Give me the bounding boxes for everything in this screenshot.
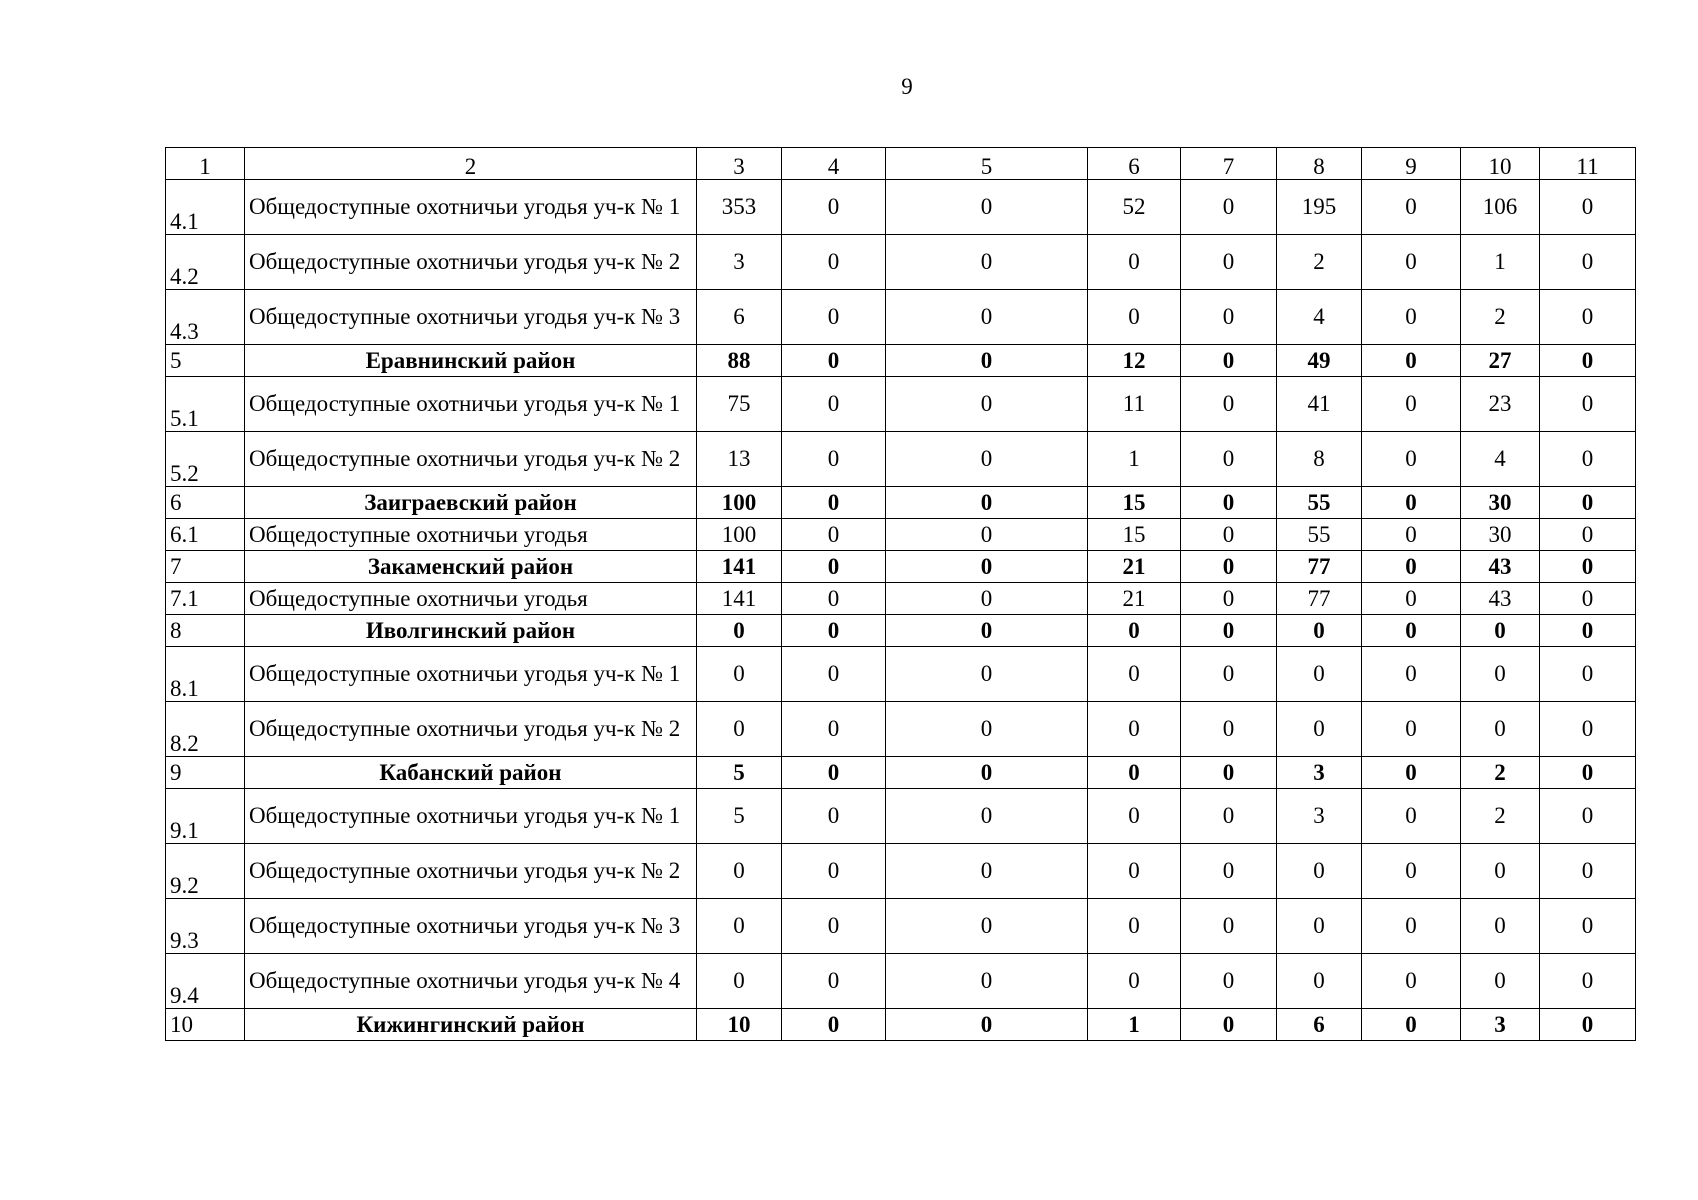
value-cell-col-10: 1	[1461, 235, 1540, 290]
value-cell-col-4: 0	[782, 899, 886, 954]
value-cell-col-8: 0	[1277, 647, 1362, 702]
value-cell-col-10: 2	[1461, 789, 1540, 844]
value-cell-col-5: 0	[886, 757, 1088, 789]
value-cell-col-6: 1	[1088, 1009, 1181, 1041]
value-cell-col-9: 0	[1362, 1009, 1461, 1041]
value-cell-col-8: 55	[1277, 519, 1362, 551]
value-cell-col-11: 0	[1540, 377, 1636, 432]
value-cell-col-4: 0	[782, 757, 886, 789]
value-cell-col-6: 21	[1088, 551, 1181, 583]
value-cell-col-7: 0	[1181, 899, 1277, 954]
value-cell-col-10: 3	[1461, 1009, 1540, 1041]
value-cell-col-5: 0	[886, 647, 1088, 702]
ground-name: Общедоступные охотничьи угодья уч-к № 2	[245, 702, 697, 757]
value-cell-col-9: 0	[1362, 180, 1461, 235]
value-cell-col-3: 141	[697, 583, 782, 615]
value-cell-col-6: 0	[1088, 789, 1181, 844]
ground-name: Общедоступные охотничьи угодья уч-к № 1	[245, 789, 697, 844]
column-number-11: 11	[1540, 148, 1636, 180]
value-cell-col-10: 0	[1461, 615, 1540, 647]
district-row	[166, 551, 1636, 583]
value-cell-col-8: 3	[1277, 757, 1362, 789]
value-cell-col-3: 5	[697, 789, 782, 844]
value-cell-col-6: 11	[1088, 377, 1181, 432]
district-row	[166, 757, 1636, 789]
value-cell-col-10: 0	[1461, 647, 1540, 702]
value-cell-col-3: 10	[697, 1009, 782, 1041]
value-cell-col-8: 4	[1277, 290, 1362, 345]
value-cell-col-6: 12	[1088, 345, 1181, 377]
row-number: 9.1	[166, 789, 245, 844]
value-cell-col-8: 55	[1277, 487, 1362, 519]
value-cell-col-5: 0	[886, 235, 1088, 290]
value-cell-col-6: 52	[1088, 180, 1181, 235]
value-cell-col-5: 0	[886, 702, 1088, 757]
value-cell-col-6: 0	[1088, 647, 1181, 702]
value-cell-col-3: 0	[697, 647, 782, 702]
value-cell-col-3: 3	[697, 235, 782, 290]
value-cell-col-3: 0	[697, 844, 782, 899]
column-number-4: 4	[782, 148, 886, 180]
value-cell-col-8: 0	[1277, 899, 1362, 954]
value-cell-col-10: 23	[1461, 377, 1540, 432]
column-number-10: 10	[1461, 148, 1540, 180]
row-number: 4.1	[166, 180, 245, 235]
value-cell-col-4: 0	[782, 432, 886, 487]
value-cell-col-6: 0	[1088, 954, 1181, 1009]
value-cell-col-10: 30	[1461, 487, 1540, 519]
row-number: 9.2	[166, 844, 245, 899]
district-row	[166, 487, 1636, 519]
value-cell-col-3: 6	[697, 290, 782, 345]
value-cell-col-4: 0	[782, 702, 886, 757]
value-cell-col-6: 0	[1088, 615, 1181, 647]
value-cell-col-9: 0	[1362, 647, 1461, 702]
table-row	[166, 235, 1636, 290]
row-number: 8	[166, 615, 245, 647]
value-cell-col-5: 0	[886, 954, 1088, 1009]
hunting-grounds-table	[165, 147, 1636, 1041]
column-number-1: 1	[166, 148, 245, 180]
district-name: Заиграевский район	[245, 487, 697, 519]
value-cell-col-3: 88	[697, 345, 782, 377]
column-number-7: 7	[1181, 148, 1277, 180]
value-cell-col-9: 0	[1362, 551, 1461, 583]
value-cell-col-7: 0	[1181, 290, 1277, 345]
value-cell-col-7: 0	[1181, 180, 1277, 235]
value-cell-col-11: 0	[1540, 615, 1636, 647]
table-row	[166, 180, 1636, 235]
column-number-row	[166, 148, 1636, 180]
value-cell-col-7: 0	[1181, 647, 1277, 702]
value-cell-col-4: 0	[782, 290, 886, 345]
value-cell-col-11: 0	[1540, 899, 1636, 954]
ground-name: Общедоступные охотничьи угодья уч-к № 4	[245, 954, 697, 1009]
row-number: 8.2	[166, 702, 245, 757]
district-name: Иволгинский район	[245, 615, 697, 647]
value-cell-col-6: 21	[1088, 583, 1181, 615]
value-cell-col-11: 0	[1540, 583, 1636, 615]
ground-name: Общедоступные охотничьи угодья уч-к № 3	[245, 899, 697, 954]
value-cell-col-11: 0	[1540, 702, 1636, 757]
value-cell-col-11: 0	[1540, 519, 1636, 551]
table-row	[166, 377, 1636, 432]
value-cell-col-9: 0	[1362, 954, 1461, 1009]
district-name: Еравнинский район	[245, 345, 697, 377]
district-name: Закаменский район	[245, 551, 697, 583]
value-cell-col-11: 0	[1540, 235, 1636, 290]
value-cell-col-3: 0	[697, 954, 782, 1009]
value-cell-col-8: 77	[1277, 551, 1362, 583]
ground-name: Общедоступные охотничьи угодья уч-к № 1	[245, 377, 697, 432]
value-cell-col-9: 0	[1362, 615, 1461, 647]
value-cell-col-11: 0	[1540, 647, 1636, 702]
value-cell-col-9: 0	[1362, 899, 1461, 954]
ground-name: Общедоступные охотничьи угодья уч-к № 2	[245, 432, 697, 487]
row-number: 7	[166, 551, 245, 583]
row-number: 9.3	[166, 899, 245, 954]
value-cell-col-3: 13	[697, 432, 782, 487]
value-cell-col-5: 0	[886, 345, 1088, 377]
value-cell-col-11: 0	[1540, 1009, 1636, 1041]
value-cell-col-5: 0	[886, 551, 1088, 583]
value-cell-col-4: 0	[782, 519, 886, 551]
ground-name: Общедоступные охотничьи угодья уч-к № 3	[245, 290, 697, 345]
value-cell-col-10: 2	[1461, 757, 1540, 789]
value-cell-col-11: 0	[1540, 954, 1636, 1009]
value-cell-col-4: 0	[782, 487, 886, 519]
value-cell-col-10: 0	[1461, 702, 1540, 757]
value-cell-col-7: 0	[1181, 789, 1277, 844]
value-cell-col-5: 0	[886, 377, 1088, 432]
value-cell-col-4: 0	[782, 551, 886, 583]
column-number-3: 3	[697, 148, 782, 180]
value-cell-col-7: 0	[1181, 551, 1277, 583]
value-cell-col-5: 0	[886, 1009, 1088, 1041]
row-number: 7.1	[166, 583, 245, 615]
value-cell-col-7: 0	[1181, 844, 1277, 899]
column-number-2: 2	[245, 148, 697, 180]
ground-name: Общедоступные охотничьи угодья	[245, 519, 697, 551]
value-cell-col-4: 0	[782, 789, 886, 844]
row-number: 5	[166, 345, 245, 377]
page-number: 9	[901, 74, 913, 99]
table-row	[166, 954, 1636, 1009]
value-cell-col-7: 0	[1181, 954, 1277, 1009]
value-cell-col-6: 15	[1088, 519, 1181, 551]
value-cell-col-7: 0	[1181, 377, 1277, 432]
value-cell-col-8: 0	[1277, 615, 1362, 647]
value-cell-col-3: 141	[697, 551, 782, 583]
table-body	[166, 148, 1636, 1041]
value-cell-col-5: 0	[886, 519, 1088, 551]
value-cell-col-4: 0	[782, 377, 886, 432]
value-cell-col-6: 0	[1088, 290, 1181, 345]
row-number: 10	[166, 1009, 245, 1041]
table-row	[166, 789, 1636, 844]
value-cell-col-8: 0	[1277, 844, 1362, 899]
value-cell-col-11: 0	[1540, 432, 1636, 487]
row-number: 4.2	[166, 235, 245, 290]
value-cell-col-10: 43	[1461, 583, 1540, 615]
value-cell-col-11: 0	[1540, 844, 1636, 899]
value-cell-col-9: 0	[1362, 290, 1461, 345]
value-cell-col-6: 0	[1088, 757, 1181, 789]
value-cell-col-4: 0	[782, 844, 886, 899]
value-cell-col-7: 0	[1181, 583, 1277, 615]
value-cell-col-11: 0	[1540, 290, 1636, 345]
table-row	[166, 583, 1636, 615]
value-cell-col-6: 0	[1088, 235, 1181, 290]
value-cell-col-10: 0	[1461, 899, 1540, 954]
value-cell-col-7: 0	[1181, 615, 1277, 647]
value-cell-col-7: 0	[1181, 432, 1277, 487]
value-cell-col-8: 0	[1277, 954, 1362, 1009]
value-cell-col-10: 43	[1461, 551, 1540, 583]
value-cell-col-4: 0	[782, 615, 886, 647]
value-cell-col-9: 0	[1362, 583, 1461, 615]
value-cell-col-3: 100	[697, 519, 782, 551]
district-row	[166, 1009, 1636, 1041]
value-cell-col-11: 0	[1540, 789, 1636, 844]
table-row	[166, 702, 1636, 757]
value-cell-col-5: 0	[886, 844, 1088, 899]
table-row	[166, 290, 1636, 345]
value-cell-col-6: 0	[1088, 899, 1181, 954]
value-cell-col-11: 0	[1540, 757, 1636, 789]
row-number: 9	[166, 757, 245, 789]
value-cell-col-7: 0	[1181, 487, 1277, 519]
value-cell-col-10: 2	[1461, 290, 1540, 345]
value-cell-col-6: 0	[1088, 844, 1181, 899]
column-number-9: 9	[1362, 148, 1461, 180]
column-number-6: 6	[1088, 148, 1181, 180]
value-cell-col-7: 0	[1181, 757, 1277, 789]
value-cell-col-9: 0	[1362, 345, 1461, 377]
value-cell-col-3: 0	[697, 702, 782, 757]
value-cell-col-9: 0	[1362, 757, 1461, 789]
value-cell-col-7: 0	[1181, 702, 1277, 757]
value-cell-col-4: 0	[782, 954, 886, 1009]
value-cell-col-8: 195	[1277, 180, 1362, 235]
value-cell-col-4: 0	[782, 1009, 886, 1041]
table-row	[166, 899, 1636, 954]
value-cell-col-5: 0	[886, 487, 1088, 519]
row-number: 5.1	[166, 377, 245, 432]
ground-name: Общедоступные охотничьи угодья уч-к № 2	[245, 844, 697, 899]
value-cell-col-11: 0	[1540, 180, 1636, 235]
value-cell-col-9: 0	[1362, 487, 1461, 519]
row-number: 6	[166, 487, 245, 519]
value-cell-col-10: 27	[1461, 345, 1540, 377]
table-row	[166, 647, 1636, 702]
column-number-5: 5	[886, 148, 1088, 180]
value-cell-col-10: 0	[1461, 844, 1540, 899]
row-number: 6.1	[166, 519, 245, 551]
value-cell-col-8: 77	[1277, 583, 1362, 615]
value-cell-col-9: 0	[1362, 844, 1461, 899]
value-cell-col-5: 0	[886, 899, 1088, 954]
value-cell-col-7: 0	[1181, 1009, 1277, 1041]
row-number: 9.4	[166, 954, 245, 1009]
value-cell-col-8: 41	[1277, 377, 1362, 432]
row-number: 5.2	[166, 432, 245, 487]
value-cell-col-6: 15	[1088, 487, 1181, 519]
row-number: 4.3	[166, 290, 245, 345]
value-cell-col-10: 30	[1461, 519, 1540, 551]
column-number-8: 8	[1277, 148, 1362, 180]
district-name: Кижингинский район	[245, 1009, 697, 1041]
value-cell-col-11: 0	[1540, 345, 1636, 377]
value-cell-col-4: 0	[782, 180, 886, 235]
value-cell-col-8: 2	[1277, 235, 1362, 290]
value-cell-col-11: 0	[1540, 487, 1636, 519]
value-cell-col-3: 5	[697, 757, 782, 789]
value-cell-col-8: 49	[1277, 345, 1362, 377]
row-number: 8.1	[166, 647, 245, 702]
ground-name: Общедоступные охотничьи угодья уч-к № 1	[245, 180, 697, 235]
value-cell-col-5: 0	[886, 432, 1088, 487]
value-cell-col-3: 75	[697, 377, 782, 432]
value-cell-col-5: 0	[886, 180, 1088, 235]
district-name: Кабанский район	[245, 757, 697, 789]
value-cell-col-7: 0	[1181, 235, 1277, 290]
value-cell-col-10: 4	[1461, 432, 1540, 487]
district-row	[166, 615, 1636, 647]
value-cell-col-4: 0	[782, 647, 886, 702]
value-cell-col-3: 0	[697, 615, 782, 647]
value-cell-col-8: 0	[1277, 702, 1362, 757]
ground-name: Общедоступные охотничьи угодья уч-к № 2	[245, 235, 697, 290]
value-cell-col-5: 0	[886, 615, 1088, 647]
value-cell-col-8: 6	[1277, 1009, 1362, 1041]
value-cell-col-4: 0	[782, 235, 886, 290]
value-cell-col-9: 0	[1362, 789, 1461, 844]
value-cell-col-3: 353	[697, 180, 782, 235]
value-cell-col-5: 0	[886, 789, 1088, 844]
value-cell-col-8: 8	[1277, 432, 1362, 487]
value-cell-col-10: 106	[1461, 180, 1540, 235]
value-cell-col-9: 0	[1362, 235, 1461, 290]
value-cell-col-9: 0	[1362, 377, 1461, 432]
ground-name: Общедоступные охотничьи угодья	[245, 583, 697, 615]
district-row	[166, 345, 1636, 377]
value-cell-col-4: 0	[782, 583, 886, 615]
table-row	[166, 519, 1636, 551]
value-cell-col-4: 0	[782, 345, 886, 377]
value-cell-col-6: 1	[1088, 432, 1181, 487]
value-cell-col-10: 0	[1461, 954, 1540, 1009]
value-cell-col-11: 0	[1540, 551, 1636, 583]
value-cell-col-8: 3	[1277, 789, 1362, 844]
value-cell-col-9: 0	[1362, 432, 1461, 487]
value-cell-col-9: 0	[1362, 519, 1461, 551]
value-cell-col-7: 0	[1181, 345, 1277, 377]
value-cell-col-6: 0	[1088, 702, 1181, 757]
table-row	[166, 432, 1636, 487]
table-row	[166, 844, 1636, 899]
value-cell-col-5: 0	[886, 290, 1088, 345]
value-cell-col-9: 0	[1362, 702, 1461, 757]
value-cell-col-5: 0	[886, 583, 1088, 615]
value-cell-col-3: 100	[697, 487, 782, 519]
ground-name: Общедоступные охотничьи угодья уч-к № 1	[245, 647, 697, 702]
value-cell-col-3: 0	[697, 899, 782, 954]
value-cell-col-7: 0	[1181, 519, 1277, 551]
